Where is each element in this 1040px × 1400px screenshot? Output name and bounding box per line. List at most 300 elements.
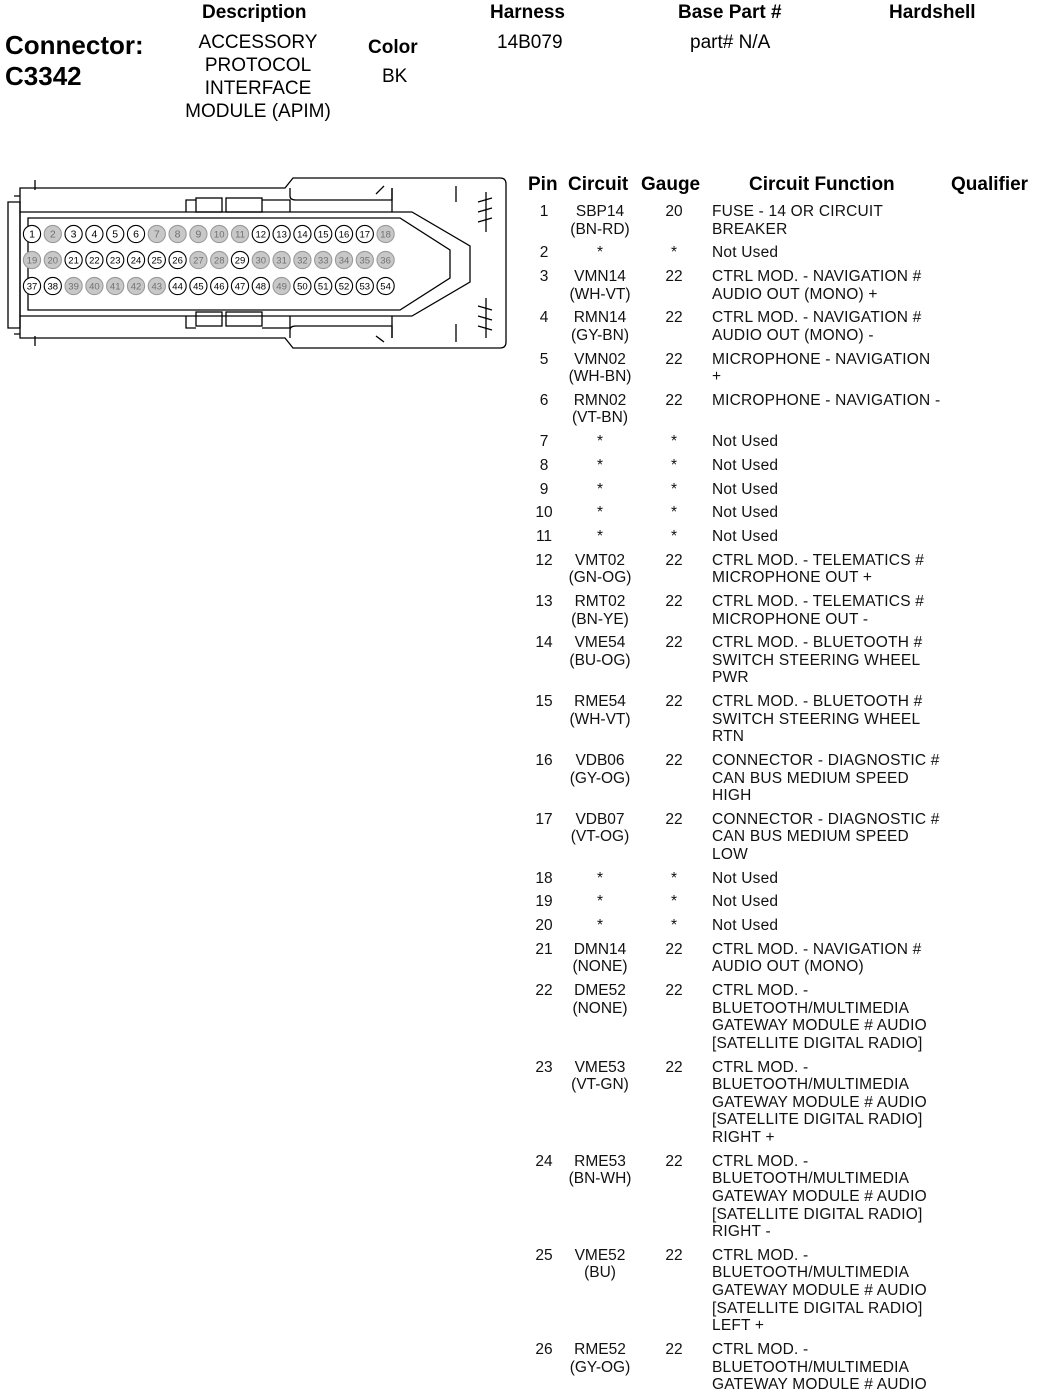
description-line: INTERFACE bbox=[204, 78, 312, 99]
function-cell bbox=[712, 982, 952, 1052]
function-line: MICROPHONE - NAVIGATION bbox=[712, 350, 931, 368]
circuit-line: VME54 bbox=[574, 634, 626, 652]
circuit-line: (NONE) bbox=[572, 958, 628, 976]
pin-cavity-label: 53 bbox=[359, 281, 371, 293]
pin-row bbox=[520, 941, 1040, 982]
pin-cavity-label: 2 bbox=[49, 228, 56, 241]
circuit-cell bbox=[560, 870, 640, 888]
circuit-line: DMN14 bbox=[573, 940, 627, 958]
function-line: Not Used bbox=[712, 504, 779, 522]
pin-cavity-label: 21 bbox=[68, 255, 79, 267]
pin-cavity-label: 49 bbox=[276, 281, 287, 293]
function-line: [SATELLITE DIGITAL RADIO] bbox=[712, 1205, 923, 1223]
circuit-line: (BN-WH) bbox=[568, 1170, 632, 1188]
pin-row bbox=[520, 870, 1040, 894]
function-line: BREAKER bbox=[712, 220, 788, 238]
circuit-cell bbox=[560, 693, 640, 728]
function-line: GATEWAY MODULE # AUDIO bbox=[712, 1093, 927, 1111]
circuit-line: SBP14 bbox=[575, 203, 625, 220]
function-line: PWR bbox=[712, 669, 749, 687]
circuit-cell bbox=[560, 811, 640, 846]
function-cell bbox=[712, 893, 952, 911]
pin-row bbox=[520, 1059, 1040, 1153]
circuit-line: * bbox=[596, 480, 604, 498]
gauge-cell: 22 bbox=[665, 309, 683, 327]
pin-cavity-label: 44 bbox=[172, 281, 183, 293]
function-line: MICROPHONE OUT - bbox=[712, 610, 869, 628]
function-column-header: Circuit Function bbox=[749, 174, 895, 195]
pin-row bbox=[520, 392, 1040, 433]
circuit-line: (VT-GN) bbox=[571, 1076, 629, 1094]
circuit-cell bbox=[560, 893, 640, 911]
pin-row bbox=[520, 1247, 1040, 1341]
gauge-cell: 22 bbox=[665, 982, 683, 1000]
color-value: BK bbox=[382, 66, 408, 87]
gauge-cell: 22 bbox=[665, 634, 683, 652]
pin-cavity-label: 25 bbox=[151, 255, 163, 267]
function-line: CONNECTOR - DIAGNOSTIC # bbox=[712, 810, 940, 828]
pin-cavity-label: 6 bbox=[133, 228, 139, 241]
function-line: CTRL MOD. - bbox=[712, 1246, 809, 1264]
function-line: + bbox=[712, 368, 722, 386]
gauge-cell: * bbox=[670, 480, 678, 498]
pin-number: 1 bbox=[539, 203, 549, 220]
circuit-cell bbox=[560, 1059, 640, 1094]
function-cell bbox=[712, 244, 952, 262]
function-line: [SATELLITE DIGITAL RADIO] bbox=[712, 1299, 923, 1317]
gauge-cell: 22 bbox=[665, 592, 683, 610]
connector-label: Connector: bbox=[5, 30, 144, 60]
pin-number: 7 bbox=[539, 433, 549, 451]
circuit-line: DME52 bbox=[574, 982, 626, 1000]
circuit-cell bbox=[560, 941, 640, 976]
pin-cavity-label: 52 bbox=[338, 281, 350, 293]
function-line: MICROPHONE - NAVIGATION - bbox=[712, 391, 941, 409]
circuit-line: * bbox=[596, 244, 604, 262]
function-line: Not Used bbox=[712, 917, 779, 935]
pin-cavity-label: 38 bbox=[47, 281, 59, 293]
pin-cavity-label: 40 bbox=[89, 281, 100, 293]
function-line: RIGHT + bbox=[712, 1129, 775, 1146]
pin-cavity-label: 16 bbox=[338, 229, 350, 241]
pin-number: 16 bbox=[535, 751, 553, 769]
description-line: MODULE (APIM) bbox=[185, 101, 331, 122]
description-header: Description bbox=[202, 2, 307, 23]
pin-row bbox=[520, 244, 1040, 268]
function-line: CTRL MOD. - NAVIGATION # bbox=[712, 309, 922, 327]
gauge-cell: * bbox=[670, 527, 678, 545]
circuit-line: * bbox=[596, 504, 604, 522]
gauge-cell: 22 bbox=[665, 1058, 683, 1076]
pin-cavity-label: 37 bbox=[26, 281, 38, 293]
function-cell bbox=[712, 917, 952, 935]
circuit-line: (WH-VT) bbox=[569, 285, 631, 303]
function-line: SWITCH STEERING WHEEL bbox=[712, 651, 921, 669]
gauge-column-header: Gauge bbox=[641, 174, 701, 195]
pin-row bbox=[520, 634, 1040, 693]
circuit-line: * bbox=[596, 869, 604, 887]
circuit-line: RME54 bbox=[574, 693, 626, 711]
circuit-line: RMN14 bbox=[573, 309, 627, 327]
pin-cavity-label: 15 bbox=[317, 229, 329, 241]
gauge-cell: 22 bbox=[665, 551, 683, 569]
pin-cavity-label: 20 bbox=[47, 255, 59, 267]
circuit-line: VME52 bbox=[574, 1246, 626, 1264]
pin-number: 26 bbox=[535, 1340, 553, 1358]
function-line: Not Used bbox=[712, 244, 779, 262]
circuit-cell bbox=[560, 268, 640, 303]
circuit-cell bbox=[560, 244, 640, 262]
function-cell bbox=[712, 1341, 952, 1394]
pin-row bbox=[520, 811, 1040, 870]
function-line: CTRL MOD. - TELEMATICS # bbox=[712, 551, 925, 569]
function-line: FUSE - 14 OR CIRCUIT bbox=[712, 203, 884, 220]
pin-cavity-label: 4 bbox=[91, 228, 98, 241]
harness-header: Harness bbox=[490, 2, 565, 23]
gauge-cell: 22 bbox=[665, 350, 683, 368]
pin-number: 23 bbox=[535, 1058, 553, 1076]
pin-cavity-label: 34 bbox=[338, 255, 350, 267]
function-line: CTRL MOD. - NAVIGATION # bbox=[712, 940, 922, 958]
function-line: BLUETOOTH/MULTIMEDIA bbox=[712, 1358, 910, 1376]
connector-face-diagram bbox=[0, 172, 512, 352]
pin-row bbox=[520, 504, 1040, 528]
pin-row bbox=[520, 917, 1040, 941]
circuit-cell bbox=[560, 392, 640, 427]
gauge-cell: * bbox=[670, 893, 678, 911]
circuit-line: VMN14 bbox=[574, 267, 626, 285]
pin-row bbox=[520, 481, 1040, 505]
pin-number: 17 bbox=[535, 810, 553, 828]
function-line: CTRL MOD. - bbox=[712, 1058, 809, 1076]
function-cell bbox=[712, 811, 952, 864]
function-line: CONNECTOR - DIAGNOSTIC # bbox=[712, 751, 940, 769]
gauge-cell: 22 bbox=[665, 1152, 683, 1170]
pin-number: 14 bbox=[535, 634, 553, 652]
pin-number: 19 bbox=[535, 893, 553, 911]
pin-cavity-label: 12 bbox=[255, 229, 267, 241]
circuit-cell bbox=[560, 1153, 640, 1188]
pin-row bbox=[520, 982, 1040, 1059]
function-line: RTN bbox=[712, 728, 745, 746]
function-cell bbox=[712, 351, 952, 386]
pin-row bbox=[520, 693, 1040, 752]
function-cell bbox=[712, 693, 952, 746]
pin-number: 24 bbox=[535, 1152, 553, 1170]
pin-row bbox=[520, 552, 1040, 593]
pin-number: 13 bbox=[535, 592, 553, 610]
function-cell bbox=[712, 309, 952, 344]
function-cell bbox=[712, 634, 952, 687]
pin-cavity-label: 39 bbox=[68, 281, 79, 293]
circuit-cell bbox=[560, 351, 640, 386]
pin-number: 2 bbox=[539, 244, 549, 262]
pin-grid bbox=[23, 225, 394, 294]
pin-row bbox=[520, 528, 1040, 552]
function-cell bbox=[712, 457, 952, 475]
function-line: HIGH bbox=[712, 787, 752, 805]
circuit-cell bbox=[560, 203, 640, 238]
gauge-cell: 22 bbox=[665, 1246, 683, 1264]
pin-cavity-label: 8 bbox=[174, 228, 181, 241]
function-cell bbox=[712, 203, 952, 238]
function-cell bbox=[712, 504, 952, 522]
pin-number: 22 bbox=[535, 982, 553, 1000]
pin-cavity-label: 10 bbox=[213, 229, 225, 241]
gauge-cell: * bbox=[670, 917, 678, 935]
circuit-line: * bbox=[596, 456, 604, 474]
function-line: AUDIO OUT (MONO) + bbox=[712, 285, 878, 303]
base-part-header: Base Part # bbox=[678, 2, 782, 23]
function-line: LEFT + bbox=[712, 1317, 765, 1335]
pin-cavity-label: 17 bbox=[359, 229, 371, 241]
circuit-cell bbox=[560, 593, 640, 628]
function-line: AUDIO OUT (MONO) bbox=[712, 958, 864, 976]
pin-cavity-label: 54 bbox=[380, 281, 391, 293]
function-line: [SATELLITE DIGITAL RADIO] bbox=[712, 1111, 923, 1129]
pin-number: 6 bbox=[539, 391, 549, 409]
pin-cavity-label: 46 bbox=[213, 281, 225, 293]
function-cell bbox=[712, 481, 952, 499]
circuit-line: (WH-VT) bbox=[569, 710, 631, 728]
pin-number: 3 bbox=[539, 267, 549, 285]
function-cell bbox=[712, 941, 952, 976]
pin-cavity-label: 43 bbox=[151, 281, 163, 293]
pin-cavity-label: 1 bbox=[29, 228, 35, 241]
pin-cavity-label: 5 bbox=[112, 228, 119, 241]
circuit-line: (GY-OG) bbox=[569, 769, 631, 787]
circuit-line: (BN-YE) bbox=[571, 610, 629, 628]
function-cell bbox=[712, 1059, 952, 1147]
qualifier-column-header: Qualifier bbox=[951, 174, 1029, 195]
function-line: CTRL MOD. - bbox=[712, 1152, 809, 1170]
pin-cavity-label: 13 bbox=[276, 229, 287, 241]
circuit-line: (GY-OG) bbox=[569, 1358, 631, 1376]
function-line: CAN BUS MEDIUM SPEED bbox=[712, 769, 909, 787]
circuit-line: (VT-OG) bbox=[570, 828, 630, 846]
function-line: CTRL MOD. - BLUETOOTH # bbox=[712, 693, 923, 711]
function-line: CTRL MOD. - bbox=[712, 982, 809, 1000]
pin-cavity-label: 27 bbox=[193, 255, 204, 267]
circuit-line: (BN-RD) bbox=[570, 220, 630, 238]
pin-number: 4 bbox=[539, 309, 549, 327]
function-line: Not Used bbox=[712, 869, 779, 887]
function-cell bbox=[712, 593, 952, 628]
function-line: Not Used bbox=[712, 480, 779, 498]
pin-cavity-label: 7 bbox=[153, 228, 160, 241]
gauge-cell: 20 bbox=[665, 203, 683, 220]
pin-cavity-label: 19 bbox=[26, 255, 38, 267]
pin-cavity-label: 9 bbox=[195, 228, 202, 241]
pin-row bbox=[520, 351, 1040, 392]
circuit-cell bbox=[560, 457, 640, 475]
pin-cavity-label: 3 bbox=[70, 228, 77, 241]
pin-row bbox=[520, 309, 1040, 350]
gauge-cell: * bbox=[670, 504, 678, 522]
pin-row bbox=[520, 893, 1040, 917]
connector-id: C3342 bbox=[5, 61, 82, 91]
circuit-line: (VT-BN) bbox=[572, 409, 628, 427]
pin-row bbox=[520, 203, 1040, 244]
circuit-column-header: Circuit bbox=[568, 174, 629, 195]
gauge-cell: * bbox=[670, 433, 678, 451]
function-line: RIGHT - bbox=[712, 1223, 771, 1241]
pin-cavity-label: 29 bbox=[234, 255, 246, 267]
function-line: GATEWAY MODULE # AUDIO bbox=[712, 1282, 927, 1299]
circuit-line: (GN-OG) bbox=[568, 569, 632, 587]
circuit-cell bbox=[560, 752, 640, 787]
gauge-cell: * bbox=[670, 244, 678, 262]
gauge-cell: 22 bbox=[665, 391, 683, 409]
function-cell bbox=[712, 392, 952, 410]
pin-number: 8 bbox=[539, 456, 549, 474]
pin-row bbox=[520, 1153, 1040, 1247]
pin-cavity-label: 23 bbox=[109, 255, 121, 267]
circuit-line: (BU-OG) bbox=[569, 651, 631, 669]
circuit-cell bbox=[560, 504, 640, 522]
gauge-cell: * bbox=[670, 869, 678, 887]
pin-cavity-label: 30 bbox=[255, 255, 267, 267]
pin-number: 9 bbox=[539, 480, 549, 498]
hardshell-header: Hardshell bbox=[889, 2, 976, 23]
circuit-line: * bbox=[596, 527, 604, 545]
pin-cavity-label: 14 bbox=[297, 229, 308, 241]
gauge-cell: 22 bbox=[665, 1340, 683, 1358]
function-line: CTRL MOD. - bbox=[712, 1340, 809, 1358]
function-cell bbox=[712, 1247, 952, 1335]
pin-number: 21 bbox=[535, 940, 553, 958]
function-cell bbox=[712, 870, 952, 888]
base-part-value: part# N/A bbox=[690, 32, 771, 53]
circuit-cell bbox=[560, 552, 640, 587]
function-line: BLUETOOTH/MULTIMEDIA bbox=[712, 999, 910, 1017]
function-cell bbox=[712, 752, 952, 805]
pin-cavity-label: 11 bbox=[235, 229, 245, 241]
circuit-cell bbox=[560, 982, 640, 1017]
pin-number: 18 bbox=[535, 869, 553, 887]
pin-cavity-label: 32 bbox=[297, 255, 308, 267]
function-cell bbox=[712, 268, 952, 303]
circuit-line: VMN02 bbox=[574, 350, 626, 368]
circuit-line: VDB07 bbox=[575, 810, 625, 828]
circuit-line: * bbox=[596, 917, 604, 935]
function-line: CTRL MOD. - NAVIGATION # bbox=[712, 267, 922, 285]
gauge-cell: * bbox=[670, 456, 678, 474]
function-line: GATEWAY MODULE # AUDIO bbox=[712, 1017, 927, 1035]
function-line: SWITCH STEERING WHEEL bbox=[712, 710, 921, 728]
pin-cavity-label: 26 bbox=[172, 255, 183, 267]
circuit-line: (WH-BN) bbox=[568, 368, 632, 386]
pin-row bbox=[520, 457, 1040, 481]
circuit-line: * bbox=[596, 893, 604, 911]
pin-number: 12 bbox=[535, 551, 553, 569]
function-line: MICROPHONE OUT + bbox=[712, 569, 873, 587]
pin-row bbox=[520, 268, 1040, 309]
circuit-cell bbox=[560, 309, 640, 344]
circuit-line: * bbox=[596, 433, 604, 451]
pin-cavity-label: 48 bbox=[255, 281, 267, 293]
function-line: BLUETOOTH/MULTIMEDIA bbox=[712, 1264, 910, 1282]
function-cell bbox=[712, 1153, 952, 1241]
pin-cavity-label: 36 bbox=[380, 255, 391, 267]
gauge-cell: 22 bbox=[665, 940, 683, 958]
circuit-line: VME53 bbox=[574, 1058, 626, 1076]
pin-cavity-label: 31 bbox=[276, 255, 287, 267]
harness-value: 14B079 bbox=[497, 32, 563, 53]
function-line: Not Used bbox=[712, 456, 779, 474]
function-line: [SATELLITE DIGITAL RADIO] bbox=[712, 1034, 923, 1052]
gauge-cell: 22 bbox=[665, 751, 683, 769]
gauge-cell: 22 bbox=[665, 810, 683, 828]
connector-description bbox=[168, 31, 348, 123]
pin-number: 20 bbox=[535, 917, 553, 935]
function-line: GATEWAY MODULE # AUDIO bbox=[712, 1187, 927, 1205]
pin-row bbox=[520, 752, 1040, 811]
function-cell bbox=[712, 528, 952, 546]
pin-cavity-label: 24 bbox=[130, 255, 142, 267]
function-line: Not Used bbox=[712, 893, 779, 911]
pin-table bbox=[520, 203, 1040, 1400]
pin-number: 15 bbox=[535, 693, 553, 711]
circuit-line: VDB06 bbox=[575, 751, 625, 769]
pin-cavity-label: 51 bbox=[317, 281, 329, 293]
function-line: GATEWAY MODULE # AUDIO bbox=[712, 1376, 927, 1394]
function-line: Not Used bbox=[712, 527, 779, 545]
pin-cavity-label: 41 bbox=[109, 281, 121, 293]
pin-cavity-label: 35 bbox=[359, 255, 371, 267]
pin-cavity-label: 47 bbox=[234, 281, 246, 293]
function-line: CAN BUS MEDIUM SPEED bbox=[712, 828, 909, 846]
circuit-cell bbox=[560, 917, 640, 935]
circuit-line: (BU) bbox=[584, 1264, 616, 1282]
pin-cavity-label: 50 bbox=[297, 281, 308, 293]
gauge-cell: 22 bbox=[665, 267, 683, 285]
pin-cavity-label: 28 bbox=[213, 255, 225, 267]
function-cell bbox=[712, 433, 952, 451]
function-line: CTRL MOD. - TELEMATICS # bbox=[712, 592, 925, 610]
description-line: ACCESSORY bbox=[198, 32, 318, 53]
pin-cavity-label: 22 bbox=[89, 255, 100, 267]
pin-cavity-label: 45 bbox=[193, 281, 204, 293]
circuit-line: RME52 bbox=[574, 1340, 626, 1358]
circuit-cell bbox=[560, 481, 640, 499]
pin-column-header: Pin bbox=[528, 174, 558, 195]
circuit-cell bbox=[560, 634, 640, 669]
function-line: BLUETOOTH/MULTIMEDIA bbox=[712, 1076, 910, 1094]
pin-cavity-label: 33 bbox=[317, 255, 329, 267]
gauge-cell: 22 bbox=[665, 693, 683, 711]
circuit-cell bbox=[560, 1341, 640, 1376]
circuit-line: RME53 bbox=[574, 1152, 626, 1170]
circuit-line: VMT02 bbox=[575, 551, 625, 569]
function-line: Not Used bbox=[712, 433, 779, 451]
pin-cavity-label: 18 bbox=[380, 229, 391, 241]
pin-cavity-label: 42 bbox=[130, 281, 142, 293]
pin-number: 11 bbox=[535, 527, 553, 545]
pin-number: 10 bbox=[535, 504, 553, 522]
circuit-line: RMT02 bbox=[574, 592, 626, 610]
circuit-cell bbox=[560, 433, 640, 451]
circuit-cell bbox=[560, 1247, 640, 1282]
circuit-line: RMN02 bbox=[573, 391, 627, 409]
color-label: Color bbox=[368, 37, 418, 58]
function-line: LOW bbox=[712, 846, 748, 864]
function-line: CTRL MOD. - BLUETOOTH # bbox=[712, 634, 923, 652]
function-line: BLUETOOTH/MULTIMEDIA bbox=[712, 1170, 910, 1188]
circuit-line: (NONE) bbox=[572, 999, 628, 1017]
function-line: AUDIO OUT (MONO) - bbox=[712, 326, 874, 344]
circuit-cell bbox=[560, 528, 640, 546]
